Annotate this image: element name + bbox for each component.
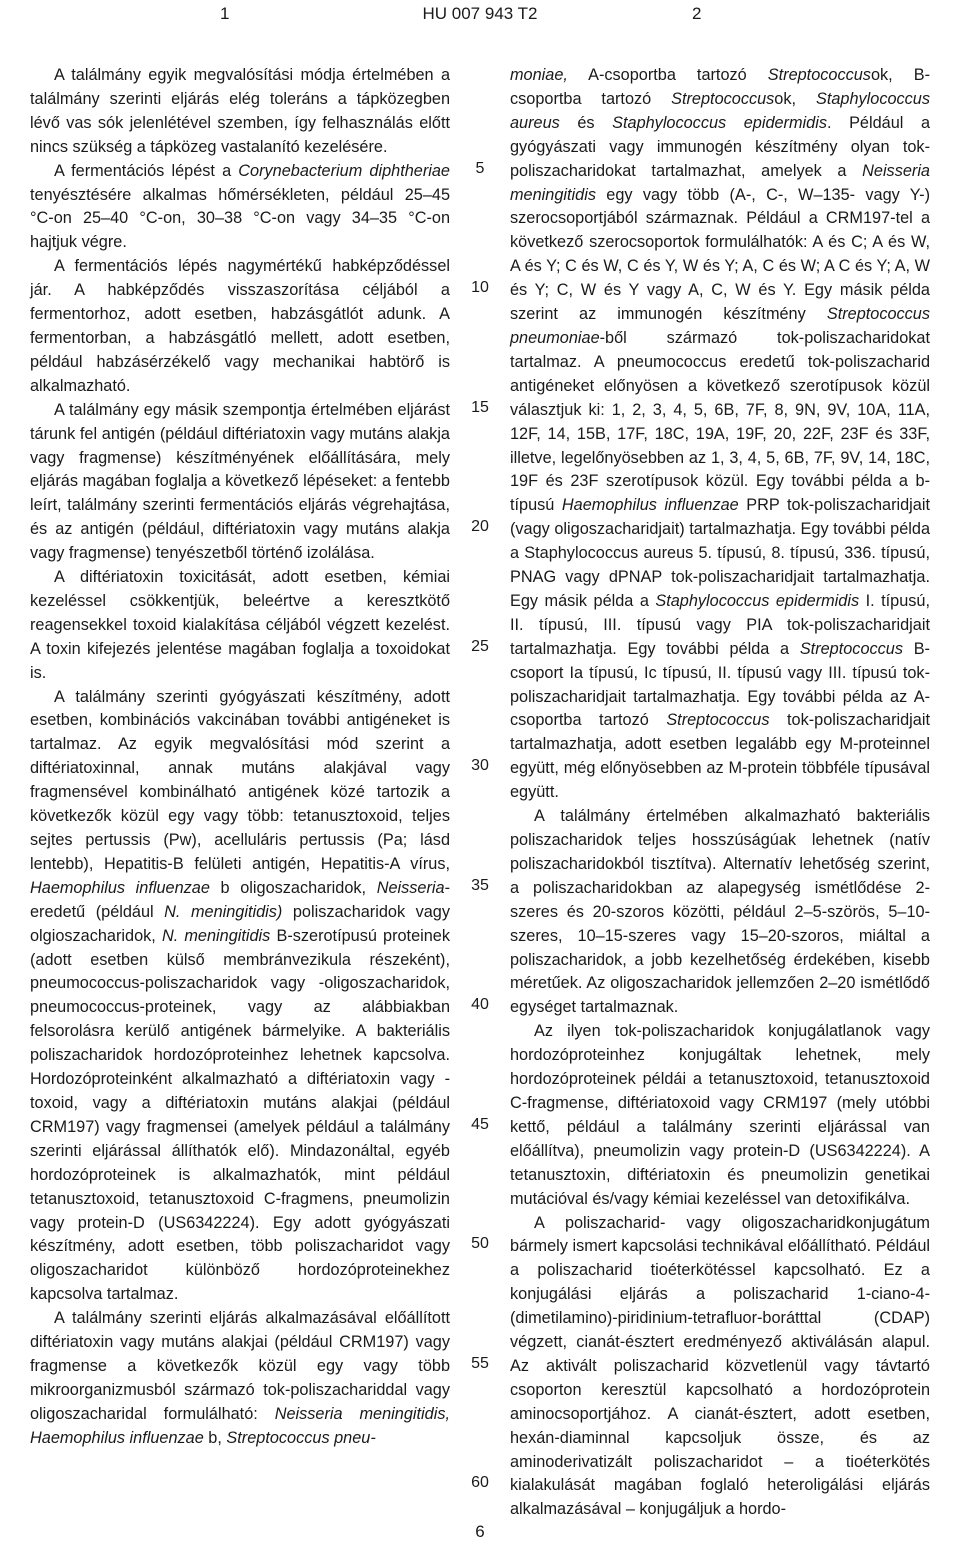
paragraph	[30, 1307, 450, 1450]
italic-text: N. meningitidis)	[164, 902, 283, 921]
italic-text: N. meningitidis	[161, 926, 271, 945]
paragraph	[510, 805, 930, 1020]
text-run: egy vagy több (A-, C-, W–135- vagy Y-) szerocsoportjából származnak. Például a CRM197-tel a következő szerocsoportok formulálhatók: A és C; A és W, A és Y; C és W, C és Y, W és Y; A, C és W; A C és Y; A, W és Y; C, W és Y vagy A, C, W és Y. Egy másik példa szerint az immunogén készítmény	[510, 185, 930, 324]
right-page-number: 2	[692, 4, 702, 23]
text-run: ok,	[774, 89, 816, 108]
italic-text: Staphylococcus epidermidis	[655, 591, 860, 610]
line-number: 25	[471, 637, 489, 655]
text-run: tok-poliszacharidjait tartalmazhatja, adott esetben legalább egy M-proteinnel együtt, még előnyösebben az M-protein többféle típusával együtt.	[510, 711, 930, 802]
text-run: A poliszacharid- vagy oligoszacharidkonjugátum bármely ismert kapcsolási technikával előállítható. Például a poliszacharid tioéterkötéssel kapcsolható. Ez a konjugálási eljárás a poliszacharid 1-ciano-4-(dimetilamino)-piridinium-tetrafluor-borátttal (CDAP) végzett, cianát-észtert eredményező aktiválásán alapul. Az aktivált poliszacharid közvetlenül vagy távtartó csoporton keresztül kapcsolható a hordozóprotein aminocsoportjához. A cianát-észtert, adott esetben, hexán-diaminnal kapcsoljuk össze, és az aminoderivatizált poliszacharidot – a tioéterkötés kialakulását magában foglaló heteroligálási eljárás alkalmazásával – konjugáljuk a hordo-	[510, 1213, 930, 1519]
italic-text: Streptococcus	[666, 711, 770, 730]
line-number: 15	[471, 398, 489, 416]
paragraph	[30, 64, 450, 160]
text-run: -ből származó tok-poliszacharidokat tartalmaz. A pneumococcus eredetű tok-poliszacharid antigéneket előnyösen a következő szerotípusok közül választjuk ki: 1, 2, 3, 4, 5, 6B, 7F, 8, 9N, 9V, 10A, 11A, 12F, 14, 15B, 17F, 18C, 19A, 19F, 20, 22F, 23F és 33F, illetve, legelőnyösebben az 1, 3, 4, 5, 6B, 7F, 9V, 14, 18C, 19F és 23F szerotípusok közül. Egy további példa a b-típusú	[510, 328, 930, 515]
paragraph	[30, 566, 450, 686]
left-page-number: 1	[220, 4, 230, 23]
text-run: b,	[203, 1428, 227, 1447]
text-run: A találmány értelmében alkalmazható bakteriális poliszacharidok teljes hosszúságúak lehetnek (natív poliszacharidokból tisztítva). Alternatív lehetőség szerint, a poliszacharidokban az alapegység ismétlődése 2-szeres és 20-szoros közötti, például 2–5-szörös, 5–10-szeres, 10–15-szeres vagy 15–20-szoros, miáltal a poliszacharidok, a jobb kezelhetőség érdekében, kisebb méretűek. Az oligoszacharidok jellemzően 2–20 ismétlődő egységet tartalmaznak.	[510, 807, 930, 1017]
italic-text: Staphylococcus aureus	[510, 89, 930, 132]
text-run: A fermentációs lépést a	[54, 161, 239, 180]
italic-text: Streptococcus	[799, 639, 903, 658]
text-run: . Például a gyógyászati vagy immunogén készítmény olyan tok-poliszacharidokat tartalmazhat, amelyek a	[510, 113, 930, 180]
line-number: 10	[471, 279, 489, 297]
text-run: PRP tok-poliszacharidjait (vagy oligoszacharidjait) tartalmazhatja. Egy további példa a Staphylococcus aureus 5. típusú, 8. típusú, 336. típusú, PNAG vagy dPNAP tok-poliszacharidjait tartalmazhatja. Egy másik példa a	[510, 496, 930, 610]
italic-text: Haemophilus influenzae	[30, 878, 210, 897]
text-run: A fermentációs lépés nagymértékű habképződéssel jár. A habképződés visszaszorítása céljából a fermentorhoz, adott esetben, habzásgátlót adunk. A fermentorban, a habzásgátló mellett, adott esetben, például habzásérzékelő vagy mechanikai habtörő is alkalmazható.	[30, 257, 450, 395]
paragraph	[30, 160, 450, 256]
line-number: 55	[471, 1354, 489, 1372]
line-number: 5	[475, 159, 485, 177]
paragraph	[30, 686, 450, 1308]
page-footer-number: 6	[475, 1522, 485, 1541]
paragraph	[510, 1212, 930, 1523]
text-run: I. típusú, II. típusú, III. típusú vagy PIA tok-poliszacharidjait tartalmazhatja. Egy további példa a	[510, 591, 930, 658]
text-run: poliszacharidok vagy olgioszacharidok,	[30, 902, 450, 945]
text-run: Az ilyen tok-poliszacharidok konjugálatlanok vagy hordozóproteinhez konjugáltak lehetnek, mely hordozóproteinek példái a tetanusztoxoid, tetanusztoxoid C-fragmense, diftériatoxoid vagy CRM197 (mely utóbbi kettő, például a találmány szerinti eljárással van előállítva), pneumolizin vagy protein-D (US6342224). A tetanusztoxin, diftériatoxin és pneumolizin genetikai mutációval és/vagy kémiai kezeléssel van detoxifikálva.	[510, 1022, 930, 1208]
text-run: B-csoport Ia típusú, Ic típusú, II. típusú vagy III. típusú tok-poliszacharidjait tartalmazhatja. Egy további példa az A-csoportba tartozó	[510, 639, 930, 730]
text-run: ok, B-csoportba tartozó	[510, 66, 930, 108]
italic-text: Haemophilus influenzae	[561, 496, 739, 515]
italic-text: Streptococcus pneu-	[226, 1428, 376, 1447]
text-run: B-szerotípusú proteinek (adott esetben külső membránvezikula részeként), pneumococcus-poliszacharidok vagy -oligoszacharidok, pneumococcus-proteinek, vagy az alábbiakban felsorolásra kerülő antigének bármelyike. A bakteriális poliszacharidok hordozóproteinhez lehetnek kapcsolva. Hordozóproteinként alkalmazható a diftériatoxin vagy -toxoid, vagy a diftériatoxin mutáns alakjai (például CRM197) vagy fragmensei (amelyek például a találmány szerinti eljárással állíthatók elő). Mindazonáltal, egyéb hordozóproteinek is alkalmazhatók, mint például tetanusztoxoid, tetanusztoxoid C-fragmens, pneumolizin vagy protein-D (US6342224). Egy adott gyógyászati készítmény, adott esetben, több poliszacharidot vagy oligoszacharidot különböző hordozóproteinekhez kapcsolva tartalmaz.	[30, 926, 451, 1304]
text-run: b oligoszacharidok,	[209, 878, 377, 897]
italic-text: Neisseria meningitidis, Haemophilus influenzae	[30, 1404, 450, 1447]
left-column	[30, 64, 450, 1451]
text-run: A diftériatoxin toxicitását, adott esetben, kémiai kezeléssel csökkentjük, beleértve a keresztkötő reagensekkel toxoid kialakítása céljából végzett kezelést. A toxin kifejezés jelentése magában foglalja a toxoidokat is.	[30, 568, 450, 682]
text-run: -eredetű (például	[30, 878, 450, 921]
patent-id: HU 007 943 T2	[422, 4, 538, 23]
italic-text: Corynebacterium diphtheriae	[238, 161, 450, 180]
line-number: 60	[471, 1474, 489, 1492]
line-number: 35	[471, 876, 489, 894]
italic-text: Streptococcus pneumoniae	[510, 305, 930, 347]
text-run: A találmány egy másik szempontja értelmében eljárást tárunk fel antigén (például diftériatoxin vagy mutáns alakja vagy fragmense) készítményének előállítására, mely eljárás magában foglalja a következő lépéseket: a fentebb leírt, találmány szerinti fermentációs eljárás végrehajtása, és az antigén (például, diftériatoxin vagy mutáns alakja vagy fragmense) tenyészetből történő izolálása.	[30, 400, 450, 563]
paragraph	[510, 1020, 930, 1211]
text-run: A-csoportba tartozó	[567, 66, 768, 84]
line-number: 20	[471, 518, 489, 536]
line-number: 30	[471, 757, 489, 775]
text-run: A találmány szerinti gyógyászati készítmény, adott esetben, kombinációs vakcinában további antigéneket is tartalmaz. Az egyik megvalósítási mód szerint a diftériatoxinnal, annak mutáns alakjával vagy fragmensével kombinálható antigének közé tartozik a következők közül egy vagy több: tetanusztoxoid, teljes sejtes pertussis (Pw), acelluláris pertussis (Pa; lásd lentebb), Hepatitis-B felületi antigén, Hepatitis-A vírus,	[30, 687, 450, 873]
text-run: A találmány szerinti eljárás alkalmazásával előállított diftériatoxin vagy mutáns alakjai (például CRM197) vagy fragmense a következők közül egy vagy több mikroorganizmusból származó tok-poliszachariddal vagy oligoszacharidal formulálható:	[30, 1309, 450, 1423]
italic-text: Streptococcus	[767, 66, 871, 84]
line-number: 50	[471, 1235, 489, 1253]
italic-text: Neisseria	[376, 878, 445, 897]
italic-text: Staphylococcus epidermidis	[612, 113, 827, 132]
italic-text: Neisseria meningitidis	[510, 161, 930, 204]
paragraph	[30, 255, 450, 398]
right-column	[510, 64, 930, 1522]
italic-text: Streptococcus	[671, 89, 775, 108]
page-header	[0, 0, 960, 30]
italic-text: moniae,	[510, 66, 568, 84]
text-run: és	[559, 113, 613, 132]
line-number: 45	[471, 1115, 489, 1133]
paragraph	[30, 399, 450, 566]
text-run: A találmány egyik megvalósítási módja értelmében a találmány szerinti eljárás elég toleráns a tápközegben lévő vas sók jelenlétével szemben, így felhasználás előtt nincs szükség a tápközeg vastalanító kezelésére.	[30, 66, 450, 156]
paragraph	[510, 64, 930, 805]
text-run: tenyésztésére alkalmas hőmérsékleten, például 25–45 °C-on 25–40 °C-on, 30–38 °C-on vagy 34–35 °C-on hajtjuk végre.	[30, 185, 450, 252]
line-number: 40	[471, 996, 489, 1014]
